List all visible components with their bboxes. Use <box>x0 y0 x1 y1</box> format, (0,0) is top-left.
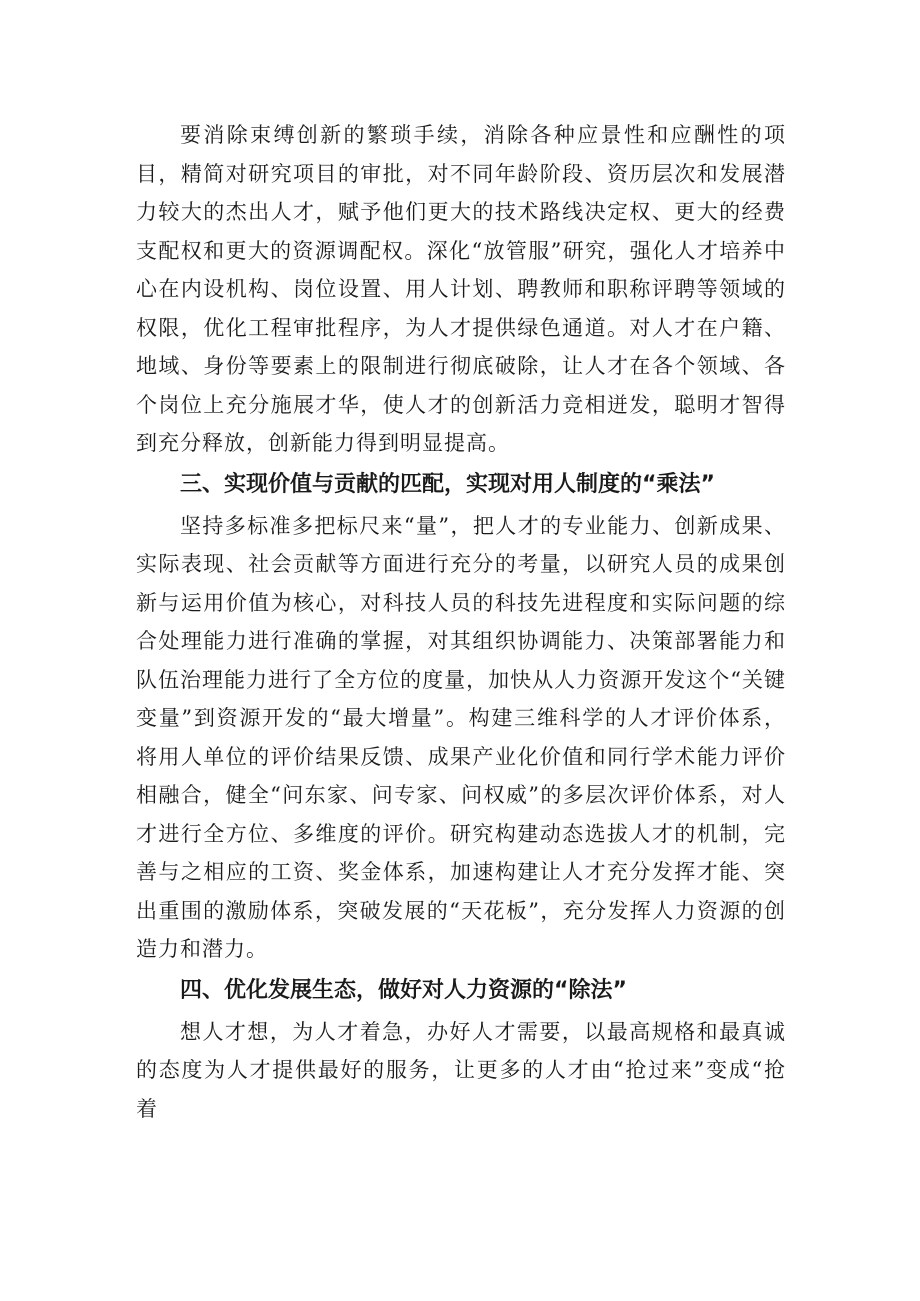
paragraph-remove-constraints: 要消除束缚创新的繁琐手续，消除各种应景性和应酬性的项目，精简对研究项目的审批，对不同年龄阶段、资历层次和发展潜力较大的杰出人才，赋予他们更大的技术路线决定权、更大的经费支配权和更大的资源调配权。深化“放管服”研究，强化人才培养中心在内设机构、岗位设置、用人计划、聘教师和职称评聘等领域的权限，优化工程审批程序，为人才提供绿色通道。对人才在户籍、地域、身份等要素上的限制进行彻底破除，让人才在各个领域、各个岗位上充分施展才华，使人才的创新活力竞相迸发，聪明才智得到充分释放，创新能力得到明显提高。 <box>136 123 786 455</box>
paragraph-talent-service: 想人才想，为人才着急，办好人才需要，以最高规格和最真诚的态度为人才提供最好的服务，让更多的人才由“抢过来”变成“抢着 <box>136 1019 786 1121</box>
document-body <box>136 116 786 1128</box>
section-heading-three: 三、实现价值与贡献的匹配，实现对用人制度的“乘法” <box>180 471 715 497</box>
paragraph-evaluation-system: 坚持多标准多把标尺来“量”，把人才的专业能力、创新成果、实际表现、社会贡献等方面进行充分的考量，以研究人员的成果创新与运用价值为核心，对科技人员的科技先进程度和实际问题的综合处理能力进行准确的掌握，对其组织协调能力、决策部署能力和队伍治理能力进行了全方位的度量，加快从人力资源开发这个“关键变量”到资源开发的“最大增量”。构建三维科学的人才评价体系，将用人单位的评价结果反馈、成果产业化价值和同行学术能力评价相融合，健全“问东家、问专家、问权威”的多层次评价体系，对人才进行全方位、多维度的评价。研究构建动态选拔人才的机制，完善与之相应的工资、奖金体系，加速构建让人才充分发挥才能、突出重围的激励体系，突破发展的“天花板”，充分发挥人力资源的创造力和潜力。 <box>136 513 786 961</box>
section-heading-four: 四、优化发展生态，做好对人力资源的“除法” <box>180 977 627 1003</box>
